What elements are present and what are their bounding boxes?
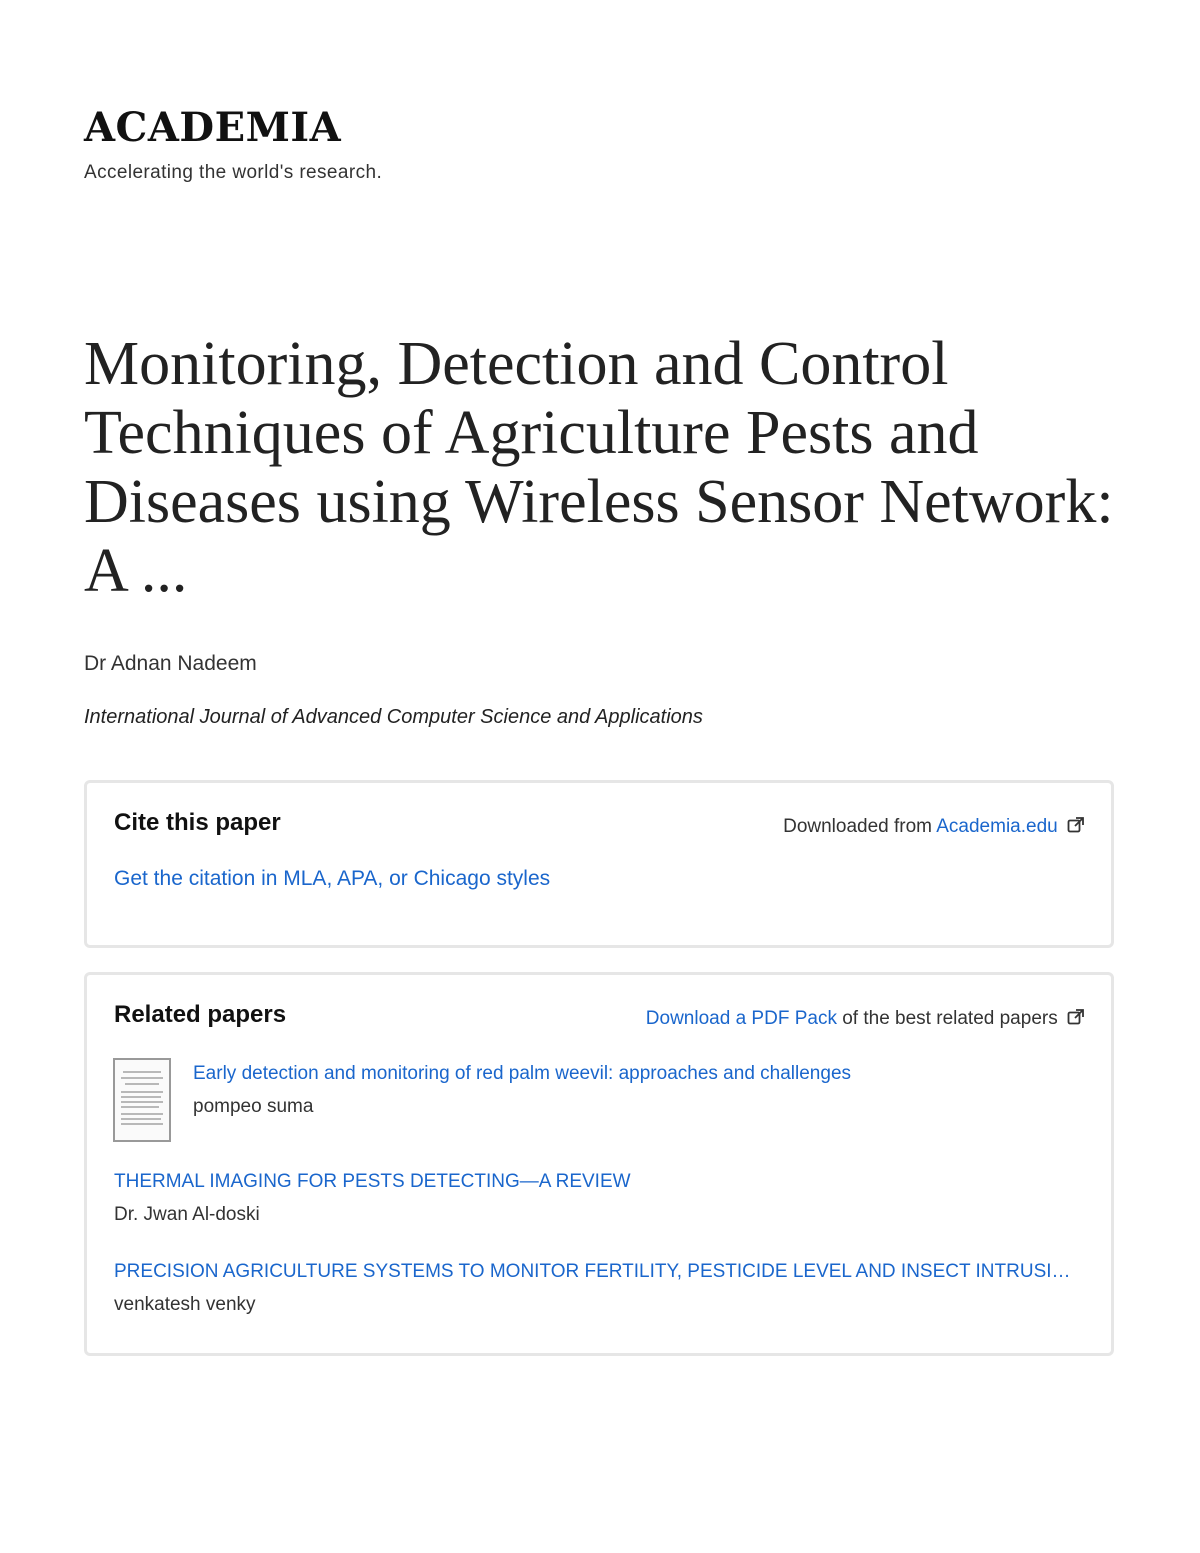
pdf-pack-suffix: of the best related papers bbox=[842, 1008, 1058, 1029]
paper-journal: International Journal of Advanced Computer Science and Applications bbox=[84, 706, 703, 728]
related-papers-card bbox=[84, 972, 1114, 1356]
related-paper-title-2[interactable]: THERMAL IMAGING FOR PESTS DETECTING—A REVIEW bbox=[114, 1171, 631, 1192]
downloaded-prefix: Downloaded from bbox=[783, 816, 933, 837]
pdf-pack bbox=[646, 1008, 1085, 1030]
tagline: Accelerating the world's research. bbox=[84, 162, 383, 183]
paper-title: Monitoring, Detection and Control Techniques of Agriculture Pests and Diseases using Wireless Sensor Network: A ... bbox=[84, 330, 1114, 605]
related-heading: Related papers bbox=[114, 1001, 287, 1028]
document-thumbnail-icon bbox=[115, 1060, 169, 1140]
paper-thumbnail[interactable] bbox=[113, 1058, 171, 1142]
downloaded-from bbox=[783, 816, 1085, 838]
academia-logo: ACADEMIA bbox=[84, 104, 342, 151]
external-link-icon[interactable] bbox=[1067, 816, 1085, 834]
external-link-icon[interactable] bbox=[1067, 1008, 1085, 1026]
paper-author: Dr Adnan Nadeem bbox=[84, 652, 257, 675]
cite-heading: Cite this paper bbox=[114, 809, 281, 836]
pdf-pack-link[interactable]: Download a PDF Pack bbox=[645, 1008, 837, 1029]
related-paper-title-3[interactable]: PRECISION AGRICULTURE SYSTEMS TO MONITOR FERTILITY, PESTICIDE LEVEL AND INSECT INTRUSI… bbox=[114, 1261, 1071, 1282]
citation-styles-link[interactable]: Get the citation in MLA, APA, or Chicago styles bbox=[114, 867, 551, 890]
related-paper-author-1: pompeo suma bbox=[193, 1096, 314, 1117]
cite-card bbox=[84, 780, 1114, 948]
academia-edu-link[interactable]: Academia.edu bbox=[936, 816, 1058, 837]
related-paper-author-2: Dr. Jwan Al-doski bbox=[114, 1204, 260, 1225]
related-paper-title-1[interactable]: Early detection and monitoring of red palm weevil: approaches and challenges bbox=[193, 1063, 852, 1084]
related-paper-author-3: venkatesh venky bbox=[114, 1294, 256, 1315]
